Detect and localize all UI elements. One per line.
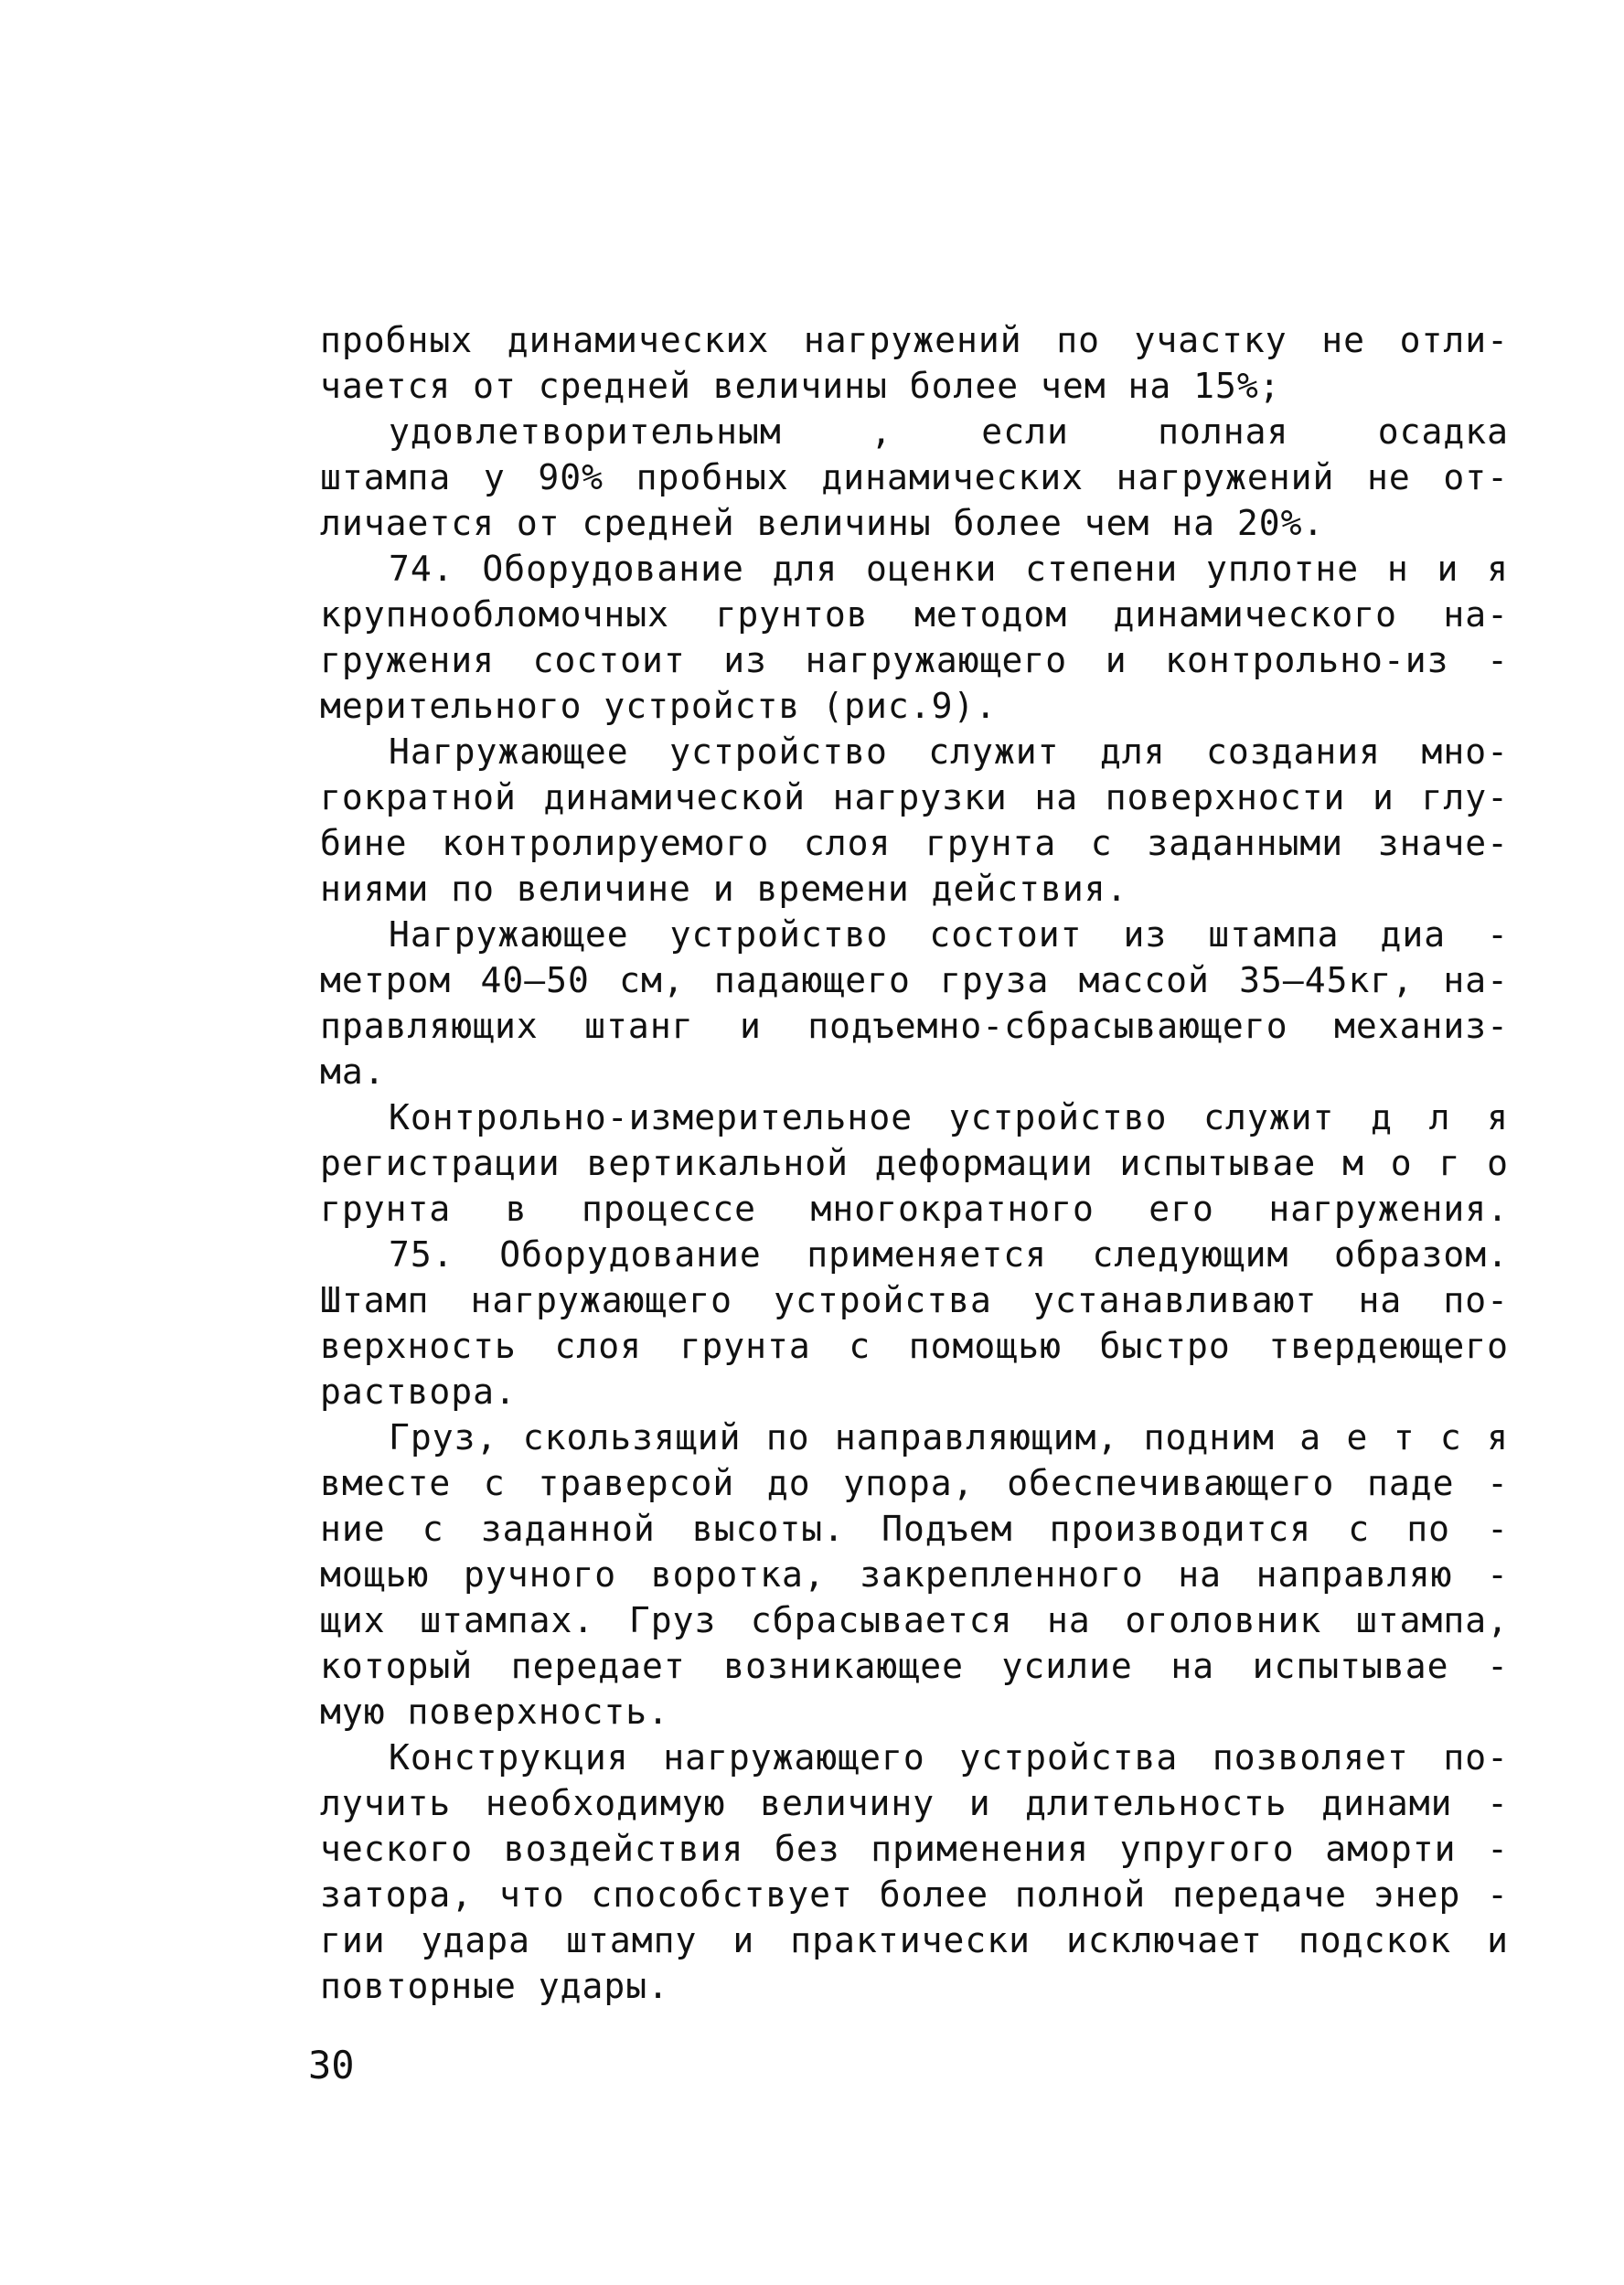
text-line: ческого воздействия без применения упругого аморти - — [320, 1829, 1509, 1869]
text-line: Груз, скользящий по направляющим, подним а е т с я — [389, 1417, 1509, 1457]
text-line: 74. Оборудование для оценки степени уплотне н и я — [389, 549, 1509, 589]
text-line: Контрольно-измерительное устройство служит д л я — [389, 1097, 1509, 1137]
text-line: бине контролируемого слоя грунта с заданными значе- — [320, 823, 1509, 863]
text-line: Нагружающее устройство служит для создания мно- — [389, 731, 1509, 772]
text-line: мерительного устройств (рис.9). — [320, 686, 998, 726]
text-line: гократной динамической нагрузки на поверхности и глу- — [320, 777, 1509, 817]
text-line: вместе с траверсой до упора, обеспечивающего паде - — [320, 1463, 1509, 1503]
text-line: повторные удары. — [320, 1966, 670, 2006]
text-line: верхность слоя грунта с помощью быстро твердеющего — [320, 1326, 1509, 1366]
text-line: Конструкция нагружающего устройства позволяет по- — [389, 1737, 1509, 1778]
text-line: грунта в процессе многократного его нагружения. — [320, 1189, 1509, 1229]
text-line: Нагружающее устройство состоит из штампа диа - — [389, 914, 1509, 955]
text-line: удовлетворительным , если полная осадка — [389, 411, 1509, 452]
text-line: правляющих штанг и подъемно-сбрасывающего механиз- — [320, 1006, 1509, 1046]
text-line: Штамп нагружающего устройства устанавливают на по- — [320, 1280, 1509, 1320]
text-line: мощью ручного воротка, закрепленного на направляю - — [320, 1554, 1509, 1595]
text-line: мую поверхность. — [320, 1692, 670, 1732]
text-line: раствора. — [320, 1372, 517, 1412]
text-line: гии удара штампу и практически исключает подскок и — [320, 1920, 1509, 1960]
text-line: щих штампах. Груз сбрасывается на оголовник штампа, — [320, 1600, 1509, 1640]
text-line: затора, что способствует более полной передаче энер - — [320, 1874, 1509, 1915]
text-line: который передает возникающее усилие на испытывае - — [320, 1646, 1509, 1686]
text-line: крупнообломочных грунтов методом динамического на- — [320, 594, 1509, 635]
text-line: регистрации вертикальной деформации испытывае м о г о — [320, 1143, 1509, 1183]
text-line: лучить необходимую величину и длительность динами - — [320, 1783, 1509, 1823]
text-line: метром 40–50 см, падающего груза массой 35–45кг, на- — [320, 960, 1509, 1000]
text-line: личается от средней величины более чем на 20%. — [320, 503, 1325, 543]
text-line: пробных динамических нагружений по участку не отли- — [320, 320, 1509, 360]
text-line: гружения состоит из нагружающего и контрольно-из - — [320, 640, 1509, 680]
text-line: ние с заданной высоты. Подъем производится с по - — [320, 1509, 1509, 1549]
page-number: 30 — [308, 2043, 355, 2087]
text-line: ма. — [320, 1052, 386, 1092]
text-line: чается от средней величины более чем на 15%; — [320, 366, 1281, 406]
text-line: 75. Оборудование применяется следующим образом. — [389, 1234, 1509, 1275]
text-line: ниями по величине и времени действия. — [320, 869, 1128, 909]
text-line: штампа у 90% пробных динамических нагружений не от- — [320, 457, 1509, 497]
